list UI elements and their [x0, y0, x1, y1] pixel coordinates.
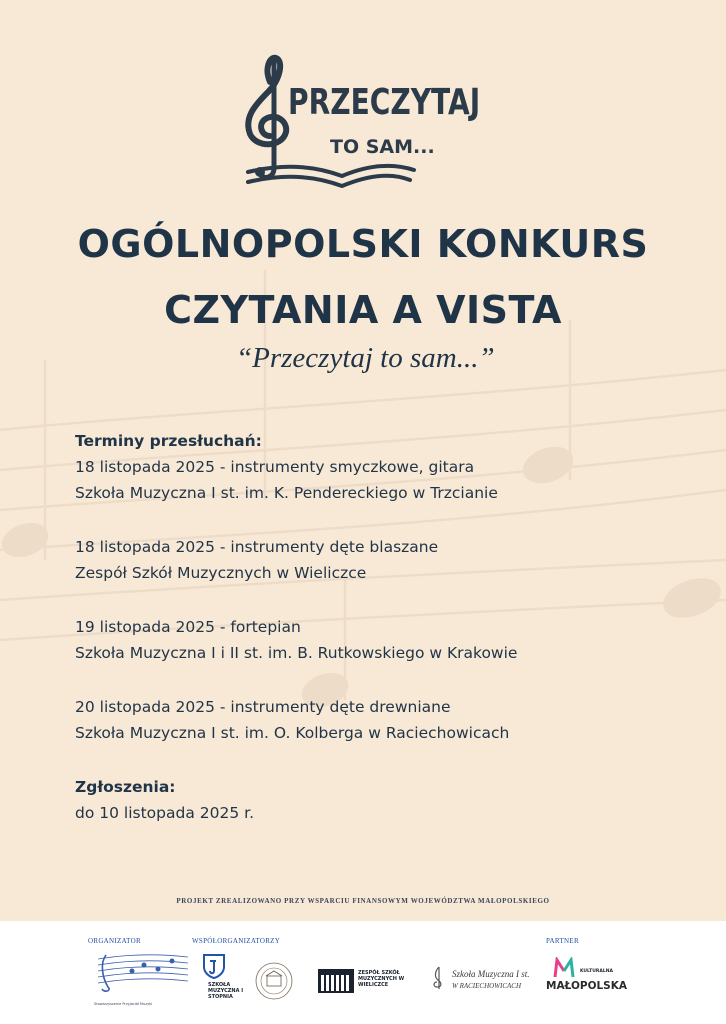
organizer-logo [92, 951, 192, 999]
organizer-label: ORGANIZATOR [88, 937, 141, 945]
organizer-logo-text: Stowarzyszenie Przyjaciół Muzyki [94, 1002, 153, 1006]
partner-label: PARTNER [546, 937, 579, 945]
schedule-header: Terminy przesłuchań: [75, 432, 262, 450]
malopolska-m-icon [552, 957, 576, 979]
main-title-line1: OGÓLNOPOLSKI KONKURS [77, 222, 649, 266]
schedule-place: Szkoła Muzyczna I st. im. O. Kolberga w Raciechowicach [75, 724, 510, 742]
treble-clef-icon [430, 965, 446, 991]
main-title-line2: CZYTANIA A VISTA [164, 288, 562, 332]
schedule-date: 19 listopada 2025 - fortepian [75, 618, 301, 636]
subtitle: “Przeczytaj to sam...” [236, 342, 495, 374]
raciechowice-logo-place: W RACIECHOWICACH [452, 982, 522, 990]
school-stopnia-logo-text: SZKOŁA MUZYCZNA I STOPNIA [208, 982, 244, 1000]
schedule-date: 18 listopada 2025 - instrumenty dęte blaszane [75, 538, 439, 556]
coorganizers-label: WSPÓŁORGANIZATORZY [192, 937, 281, 945]
logo-title: PRZECZYTAJ [288, 82, 481, 123]
project-note: PROJEKT ZREALIZOWANO PRZY WSPARCIU FINANSOWYM WOJEWÓDZTWA MAŁOPOLSKIEGO [176, 897, 550, 905]
schedule-date: 20 listopada 2025 - instrumenty dęte drewniane [75, 698, 451, 716]
school-shield-icon [202, 953, 226, 979]
logo-subtitle: TO SAM... [330, 136, 435, 158]
school-seal-logo [254, 961, 294, 1001]
schedule-date: 18 listopada 2025 - instrumenty smyczkowe, gitara [75, 458, 475, 476]
malopolska-small-text: KULTURALNA [580, 969, 613, 974]
schedule-place: Szkoła Muzyczna I st. im. K. Pendereckiego w Trzcianie [75, 484, 498, 502]
zsm-piano-logo [318, 969, 354, 993]
registration-header: Zgłoszenia: [75, 778, 176, 796]
sponsor-footer [0, 921, 726, 1024]
registration-deadline: do 10 listopada 2025 r. [75, 804, 254, 822]
schedule-section [75, 428, 695, 826]
raciechowice-logo-title: Szkoła Muzyczna I st. [452, 969, 530, 979]
zsm-wieliczka-logo-text: ZESPÓŁ SZKÓŁ MUZYCZNYCH W WIELICZCE [358, 970, 405, 988]
schedule-place: Szkoła Muzyczna I i II st. im. B. Rutkowskiego w Krakowie [75, 644, 518, 662]
malopolska-logo-text: MAŁOPOLSKA [546, 980, 628, 992]
logo [230, 52, 500, 192]
schedule-place: Zespół Szkół Muzycznych w Wieliczce [75, 564, 367, 582]
